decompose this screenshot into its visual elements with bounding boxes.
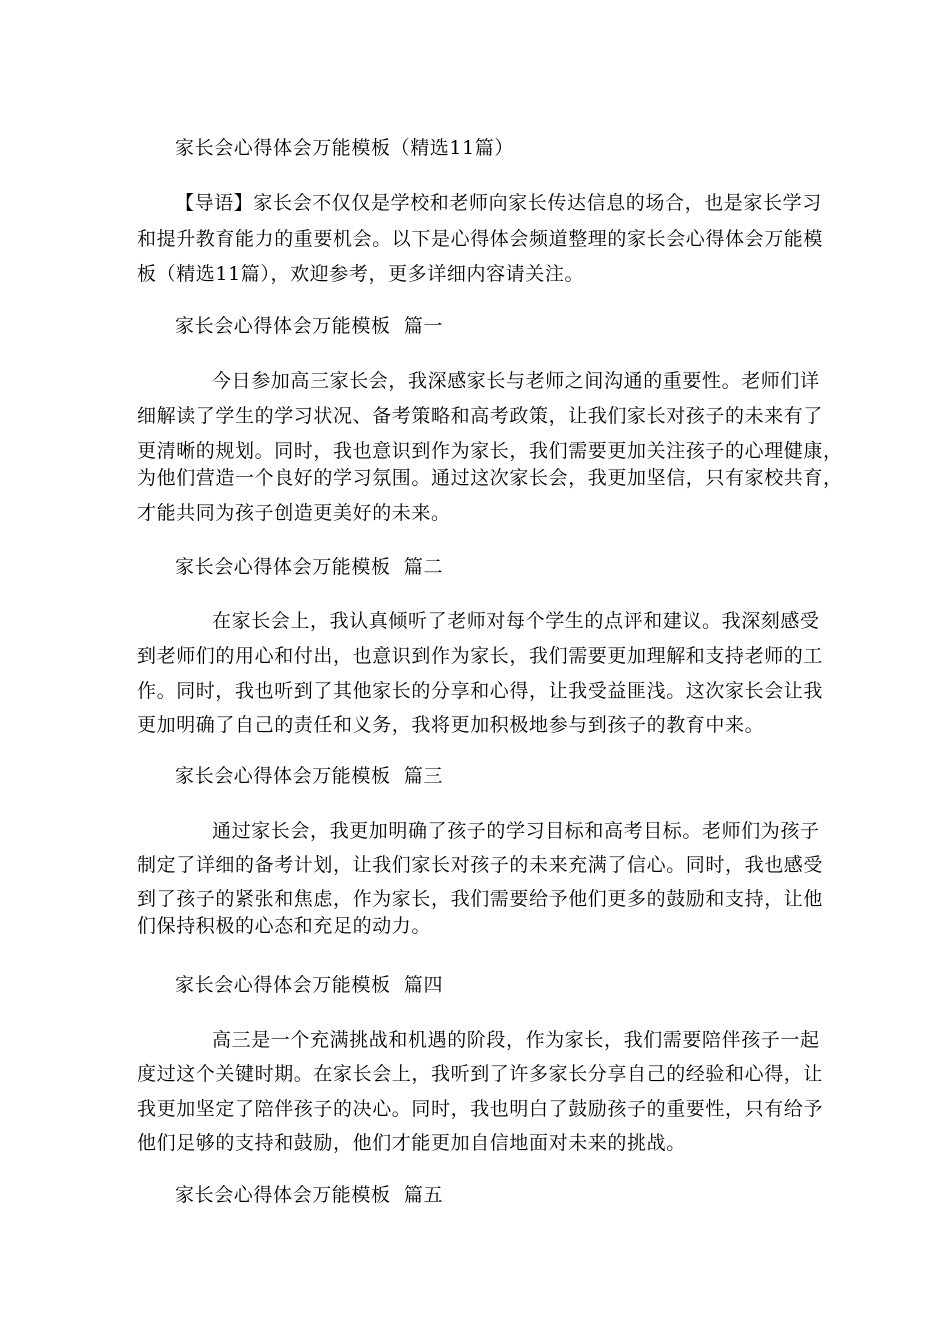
document-title: 家长会心得体会万能模板（精选11篇） xyxy=(175,137,514,159)
paragraph-line: 才能共同为孩子创造更美好的未来。 xyxy=(137,502,451,524)
section-heading: 家长会心得体会万能模板 篇四 xyxy=(175,974,444,996)
section-heading: 家长会心得体会万能模板 篇一 xyxy=(175,315,444,337)
paragraph-line: 他们足够的支持和鼓励，他们才能更加自信地面对未来的挑战。 xyxy=(137,1132,686,1154)
paragraph-line: 更加明确了自己的责任和义务，我将更加积极地参与到孩子的教育中来。 xyxy=(137,714,765,736)
paragraph-line: 度过这个关键时期。在家长会上，我听到了许多家长分享自己的经验和心得，让 xyxy=(137,1063,824,1085)
paragraph-line: 制定了详细的备考计划，让我们家长对孩子的未来充满了信心。同时，我也感受 xyxy=(137,854,824,876)
paragraph-line: 我更加坚定了陪伴孩子的决心。同时，我也明白了鼓励孩子的重要性，只有给予 xyxy=(137,1098,824,1120)
paragraph-line: 通过家长会，我更加明确了孩子的学习目标和高考目标。老师们为孩子 xyxy=(212,820,820,842)
intro-line: 板（精选11篇），欢迎参考，更多详细内容请关注。 xyxy=(137,263,585,285)
paragraph-line: 细解读了学生的学习状况、备考策略和高考政策，让我们家长对孩子的未来有了 xyxy=(137,405,824,427)
paragraph-line: 到了孩子的紧张和焦虑，作为家长，我们需要给予他们更多的鼓励和支持，让他 xyxy=(137,888,824,910)
intro-line: 和提升教育能力的重要机会。以下是心得体会频道整理的家长会心得体会万能模 xyxy=(137,228,824,250)
intro-line: 【导语】家长会不仅仅是学校和老师向家长传达信息的场合，也是家长学习 xyxy=(175,192,822,214)
paragraph-line: 在家长会上，我认真倾听了老师对每个学生的点评和建议。我深刻感受 xyxy=(212,610,820,632)
section-heading: 家长会心得体会万能模板 篇三 xyxy=(175,765,444,787)
paragraph-line: 为他们营造一个良好的学习氛围。通过这次家长会，我更加坚信，只有家校共育， xyxy=(137,467,843,489)
paragraph-line: 更清晰的规划。同时，我也意识到作为家长，我们需要更加关注孩子的心理健康， xyxy=(137,440,843,462)
section-heading: 家长会心得体会万能模板 篇五 xyxy=(175,1184,444,1206)
paragraph-line: 们保持积极的心态和充足的动力。 xyxy=(137,915,432,937)
section-heading: 家长会心得体会万能模板 篇二 xyxy=(175,556,444,578)
paragraph-line: 今日参加高三家长会，我深感家长与老师之间沟通的重要性。老师们详 xyxy=(212,370,820,392)
paragraph-line: 高三是一个充满挑战和机遇的阶段，作为家长，我们需要陪伴孩子一起 xyxy=(212,1029,820,1051)
paragraph-line: 作。同时，我也听到了其他家长的分享和心得，让我受益匪浅。这次家长会让我 xyxy=(137,680,824,702)
paragraph-line: 到老师们的用心和付出，也意识到作为家长，我们需要更加理解和支持老师的工 xyxy=(137,645,824,667)
